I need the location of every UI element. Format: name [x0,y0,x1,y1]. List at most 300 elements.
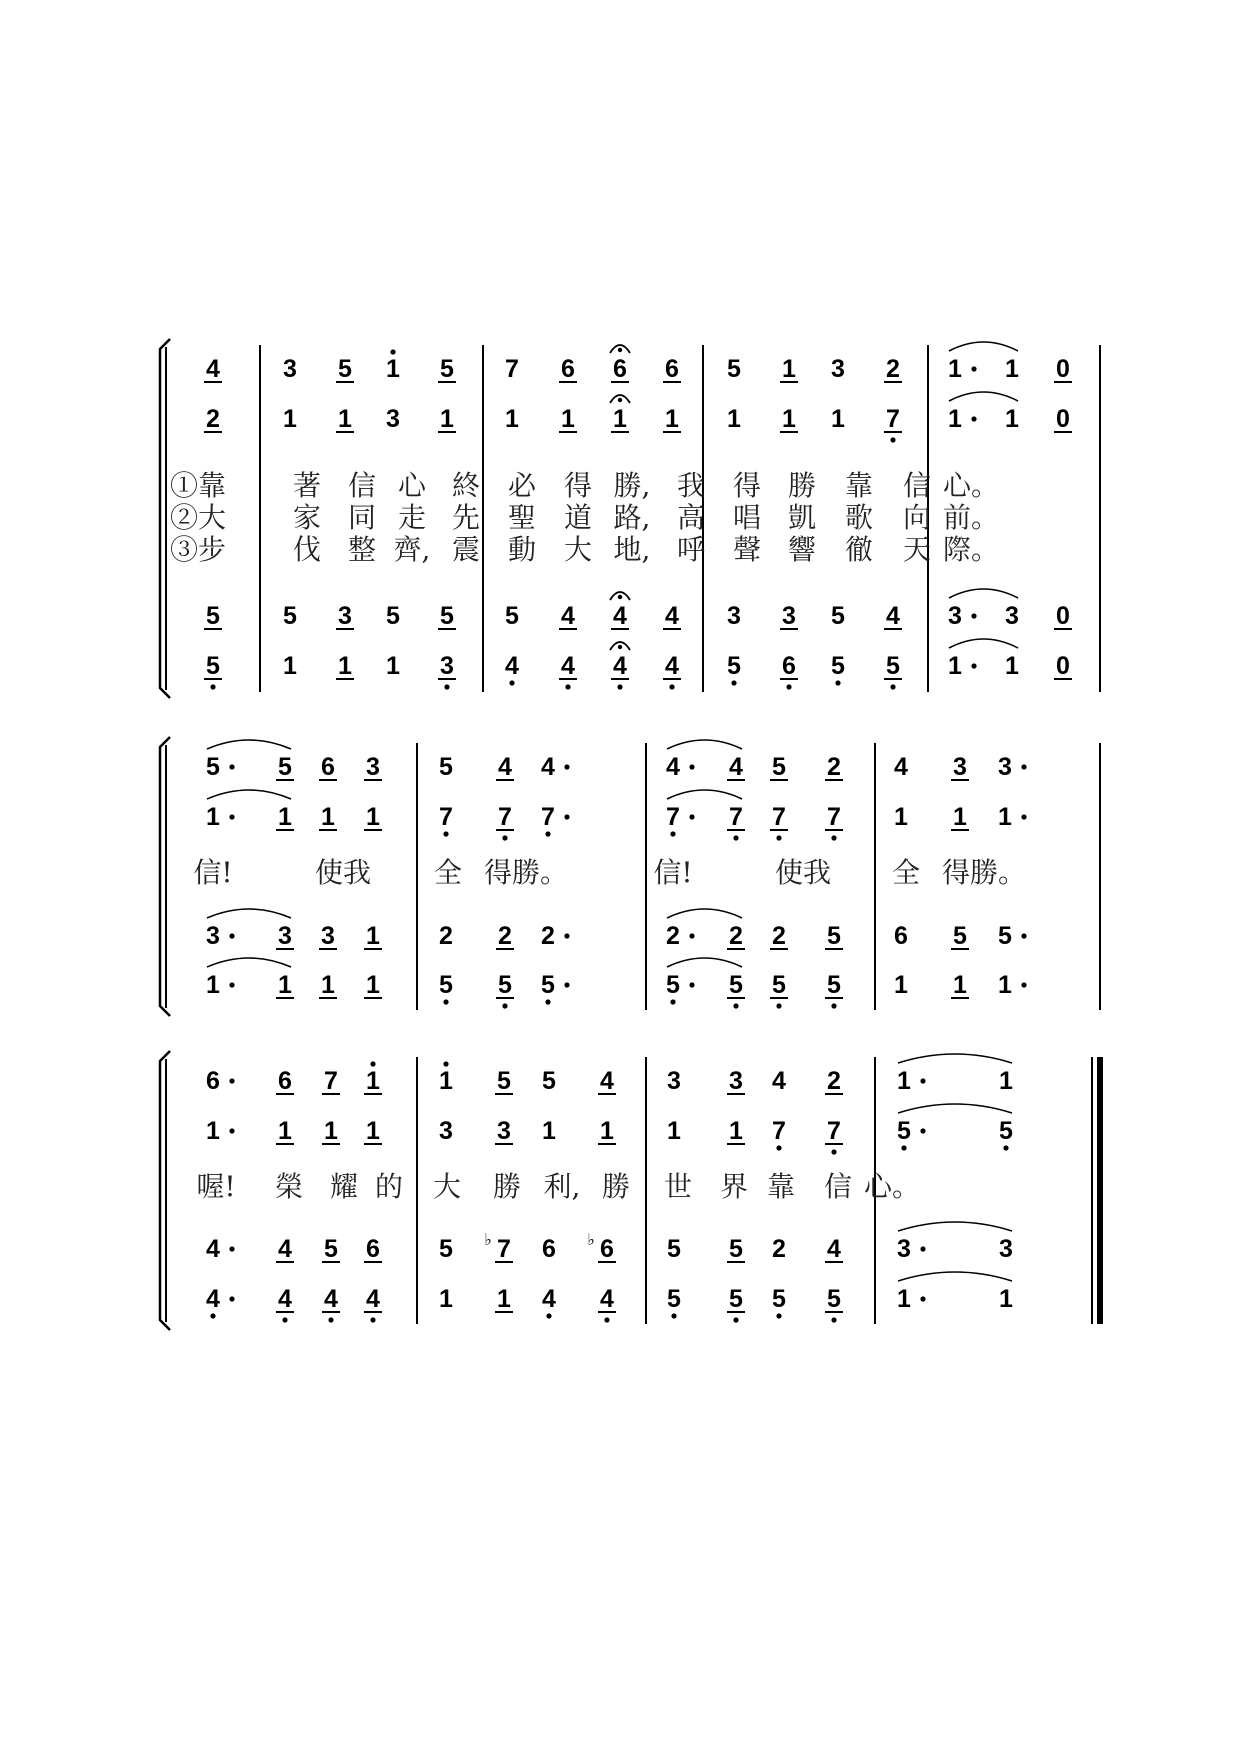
note: 5 [897,1117,911,1145]
note: 5 [666,971,680,999]
note: 0 [1056,405,1070,433]
lyric-syllable: 心。 [863,1170,921,1203]
fermata-dot [618,348,622,352]
note: 1 [278,803,292,831]
augmentation-dot [564,764,569,769]
low-octave-dot [733,1003,738,1008]
lyric-syllable: 界 [719,1170,749,1203]
note: 1 [897,1067,911,1095]
note: 6 [278,1067,292,1095]
slur [207,909,291,918]
lyric-syllable: 伐 [292,533,322,566]
lyric-syllable: 走 [397,501,427,534]
note: 1 [782,405,796,433]
lyric-syllable: 震 [451,533,481,566]
note: 3 [1005,602,1019,630]
lyric-syllable: 勝 [787,469,817,502]
lyric-syllable: 整 [347,533,377,566]
low-octave-dot [370,1317,375,1322]
augmentation-dot [229,1296,234,1301]
note: 2 [772,922,786,950]
lyric-syllable: 全 [891,856,921,889]
low-octave-dot [509,680,514,685]
note: 5 [338,355,352,383]
augmentation-dot [920,1128,925,1133]
note: 1 [1005,355,1019,383]
low-octave-dot [831,835,836,840]
note: 5 [542,1067,556,1095]
note: 3 [667,1067,681,1095]
note: 1 [206,803,220,831]
lyric-syllable: 耀 [329,1170,359,1203]
low-octave-dot [890,437,895,442]
note: 5 [729,971,743,999]
note: 4 [665,602,679,630]
note: 3 [386,405,400,433]
note: 7 [498,803,512,831]
note: 4 [600,1067,614,1095]
augmentation-dot [689,814,694,819]
note: 5 [729,1235,743,1263]
lyric-syllable: 徹 [844,533,874,566]
note: 4 [827,1235,841,1263]
low-octave-dot [831,1149,836,1154]
note: 4 [894,753,908,781]
high-octave-dot [370,1061,375,1066]
note: 6 [613,355,627,383]
note: 1 [366,922,380,950]
note: 1 [948,355,962,383]
note: 5 [440,602,454,630]
lyric-syllable: 必 [507,469,537,502]
augmentation-dot [229,814,234,819]
system-2 [160,737,1100,1016]
note: 7 [505,355,519,383]
note: 3 [206,922,220,950]
low-octave-dot [546,1313,551,1318]
note: 1 [667,1117,681,1145]
note: 3 [831,355,845,383]
augmentation-dot [229,764,234,769]
augmentation-dot [229,982,234,987]
note: 1 [324,1117,338,1145]
slur [207,790,291,799]
slur [667,958,742,967]
note: 1 [999,1067,1013,1095]
low-octave-dot [443,999,448,1004]
slur [667,909,742,918]
low-octave-dot [545,831,550,836]
lyric-syllable: 勝 [601,1170,631,1203]
note: 6 [665,355,679,383]
note: 1 [561,405,575,433]
low-octave-dot [776,1313,781,1318]
note: 5 [729,1285,743,1313]
note: 4 [206,1235,220,1263]
lyric-syllable: 榮 [274,1170,304,1203]
augmentation-dot [1021,814,1026,819]
augmentation-dot [564,982,569,987]
low-octave-dot [545,999,550,1004]
note: 5 [497,1067,511,1095]
lyric-syllable: 動 [507,533,537,566]
note: 2 [498,922,512,950]
note: 5 [439,1235,453,1263]
note: 3 [999,1235,1013,1263]
note: 3 [366,753,380,781]
note: 1 [600,1117,614,1145]
fermata-dot [618,645,622,649]
lyric-syllable: 心。 [942,469,1000,502]
note: 1 [894,803,908,831]
note: 1 [366,971,380,999]
note: 1 [782,355,796,383]
slur [898,1272,1012,1281]
note: 3 [953,753,967,781]
system-3 [160,1051,1103,1330]
low-octave-dot [731,680,736,685]
note: 6 [366,1235,380,1263]
note: 1 [1005,405,1019,433]
high-octave-dot [390,349,395,354]
slur [207,958,291,967]
note: 1 [998,971,1012,999]
note: 2 [772,1235,786,1263]
lyric-syllable: 齊, [393,533,431,566]
low-octave-dot [669,684,674,689]
note: 1 [613,405,627,433]
lyric-syllable: 信! [193,856,233,889]
lyric-syllable: 呼 [676,533,706,566]
note: 0 [1056,355,1070,383]
low-octave-dot [733,835,738,840]
augmentation-dot [689,764,694,769]
note: 7 [497,1235,511,1263]
lyric-syllable: ③步 [169,533,227,566]
note: 5 [541,971,555,999]
lyric-syllable: 終 [451,469,481,502]
note: 1 [283,405,297,433]
augmentation-dot [229,1078,234,1083]
note: 1 [505,405,519,433]
note: 5 [505,602,519,630]
note: 5 [498,971,512,999]
augmentation-dot [1021,982,1026,987]
slur [949,639,1018,648]
lyric-syllable: 利, [543,1170,581,1203]
note: 1 [366,1117,380,1145]
low-octave-dot [733,1317,738,1322]
note: 2 [827,753,841,781]
slur [898,1054,1012,1063]
note: 7 [827,803,841,831]
lyric-syllable: 際。 [942,533,1000,566]
note: 1 [366,1067,380,1095]
note: 1 [206,1117,220,1145]
lyric-syllable: 得勝。 [483,856,569,889]
note: 4 [561,652,575,680]
slur [949,589,1018,598]
augmentation-dot [971,366,976,371]
fermata-dot [618,398,622,402]
note: 1 [278,1117,292,1145]
lyric-syllable: 聖 [507,501,537,534]
note: 4 [278,1285,292,1313]
lyric-syllable: 使我 [774,856,832,889]
augmentation-dot [689,933,694,938]
note: 3 [278,922,292,950]
note: 3 [321,922,335,950]
final-barline-thick [1097,1057,1103,1324]
low-octave-dot [1003,1145,1008,1150]
lyric-syllable: 響 [787,533,817,566]
lyric-syllable: 凱 [787,501,817,534]
note: 5 [998,922,1012,950]
note: 3 [897,1235,911,1263]
low-octave-dot [776,835,781,840]
note: 7 [772,803,786,831]
note: 1 [497,1285,511,1313]
note: 7 [827,1117,841,1145]
note: 1 [440,405,454,433]
note: 4 [772,1067,786,1095]
lyric-syllable: 我 [676,469,706,502]
low-octave-dot [443,831,448,836]
note: 4 [505,652,519,680]
note: 5 [439,971,453,999]
lyric-syllable: 全 [433,856,463,889]
lyric-syllable: 家 [292,501,322,534]
note: 7 [886,405,900,433]
lyric-syllable: 世 [663,1170,693,1203]
lyric-syllable: 大 [563,533,593,566]
note: 5 [206,602,220,630]
note: 1 [727,405,741,433]
lyric-syllable: 靠 [844,469,874,502]
low-octave-dot [786,684,791,689]
note: 6 [600,1235,614,1263]
augmentation-dot [1021,764,1026,769]
note: 1 [439,1067,453,1095]
note: 2 [827,1067,841,1095]
low-octave-dot [776,1003,781,1008]
note: 5 [772,753,786,781]
note: 3 [782,602,796,630]
note: 1 [729,1117,743,1145]
note: 2 [206,405,220,433]
augmentation-dot [229,1128,234,1133]
note: 7 [666,803,680,831]
note: 5 [772,1285,786,1313]
lyric-syllable: 著 [292,469,322,502]
note: 1 [894,971,908,999]
note: 5 [827,1285,841,1313]
note: 3 [497,1117,511,1145]
high-octave-dot [443,1061,448,1066]
augmentation-dot [971,663,976,668]
note: 5 [283,602,297,630]
augmentation-dot [229,933,234,938]
lyric-syllable: 信 [823,1170,853,1203]
lyric-syllable: 地, [613,533,651,566]
lyric-syllable: ②大 [169,501,227,534]
note: 1 [366,803,380,831]
note: 7 [324,1067,338,1095]
low-octave-dot [670,831,675,836]
augmentation-dot [689,982,694,987]
lyric-syllable: 信! [653,856,693,889]
lyric-syllable: 先 [451,501,481,534]
note: 5 [386,602,400,630]
system-1 [160,339,1100,698]
low-octave-dot [502,835,507,840]
augmentation-dot [971,416,976,421]
note: 1 [542,1117,556,1145]
low-octave-dot [835,680,840,685]
note: 5 [772,971,786,999]
note: 1 [206,971,220,999]
note: 2 [729,922,743,950]
note: 4 [278,1235,292,1263]
note: 5 [727,355,741,383]
lyric-syllable: 唱 [732,501,762,534]
augmentation-dot [564,933,569,938]
augmentation-dot [920,1246,925,1251]
low-octave-dot [604,1317,609,1322]
note: 3 [338,602,352,630]
note: 5 [440,355,454,383]
note: 5 [439,753,453,781]
lyric-syllable: 路, [613,501,651,534]
note: 3 [998,753,1012,781]
slur [898,1104,1012,1113]
lyric-syllable: 的 [374,1170,404,1203]
low-octave-dot [671,1313,676,1318]
note: 1 [321,803,335,831]
augmentation-dot [971,613,976,618]
low-octave-dot [565,684,570,689]
lyric-syllable: 歌 [844,501,874,534]
note: 5 [886,652,900,680]
slur [949,392,1018,401]
note: 4 [613,602,627,630]
lyric-syllable: 天 [902,533,932,566]
low-octave-dot [444,684,449,689]
note: 3 [727,602,741,630]
note: 3 [729,1067,743,1095]
note: 6 [206,1067,220,1095]
note: 5 [667,1235,681,1263]
note: 5 [827,922,841,950]
note: 3 [283,355,297,383]
low-octave-dot [776,1145,781,1150]
note: 5 [324,1235,338,1263]
note: 1 [1005,652,1019,680]
note: 2 [541,922,555,950]
lyric-syllable: 得 [732,469,762,502]
note: 1 [665,405,679,433]
low-octave-dot [831,1317,836,1322]
augmentation-dot [920,1296,925,1301]
lyric-syllable: 得 [563,469,593,502]
note: 5 [831,652,845,680]
note: 6 [894,922,908,950]
note: 4 [498,753,512,781]
lyric-syllable: 勝, [613,469,651,502]
augmentation-dot [1021,933,1026,938]
slur [949,342,1018,351]
note: 4 [666,753,680,781]
note: 7 [729,803,743,831]
note: 0 [1056,652,1070,680]
note: 4 [613,652,627,680]
note: 4 [542,1285,556,1313]
lyric-syllable: 前。 [942,501,1000,534]
lyric-syllable: 得勝。 [941,856,1027,889]
note: 1 [278,971,292,999]
fermata-dot [618,595,622,599]
note: 4 [324,1285,338,1313]
note: 6 [561,355,575,383]
slur [207,740,291,749]
note: 4 [366,1285,380,1313]
note: 6 [782,652,796,680]
note: 3 [439,1117,453,1145]
note: 5 [827,971,841,999]
low-octave-dot [282,1317,287,1322]
note: 1 [831,405,845,433]
low-octave-dot [210,684,215,689]
note: 1 [953,971,967,999]
low-octave-dot [890,684,895,689]
note: 5 [206,753,220,781]
note: 1 [338,405,352,433]
note: 4 [206,1285,220,1313]
note: 6 [542,1235,556,1263]
note: 3 [948,602,962,630]
lyric-syllable: ①靠 [169,469,227,502]
note: 1 [321,971,335,999]
note: 4 [541,753,555,781]
note: 1 [386,652,400,680]
note: 2 [666,922,680,950]
note: 1 [338,652,352,680]
flat-sign: ♭ [484,1230,492,1249]
low-octave-dot [210,1313,215,1318]
note: 7 [772,1117,786,1145]
note: 1 [953,803,967,831]
lyric-syllable: 靠 [766,1170,796,1203]
low-octave-dot [617,684,622,689]
note: 5 [831,602,845,630]
lyric-syllable: 聲 [732,533,762,566]
augmentation-dot [564,814,569,819]
note: 1 [998,803,1012,831]
lyric-syllable: 使我 [314,856,372,889]
note: 2 [439,922,453,950]
lyric-syllable: 心 [397,469,427,502]
note: 1 [283,652,297,680]
slur [667,740,742,749]
lyric-syllable: 同 [347,501,377,534]
lyric-syllable: 勝 [492,1170,522,1203]
note: 0 [1056,602,1070,630]
lyric-syllable: 向 [902,501,932,534]
note: 6 [321,753,335,781]
note: 4 [665,652,679,680]
note: 1 [439,1285,453,1313]
note: 5 [727,652,741,680]
